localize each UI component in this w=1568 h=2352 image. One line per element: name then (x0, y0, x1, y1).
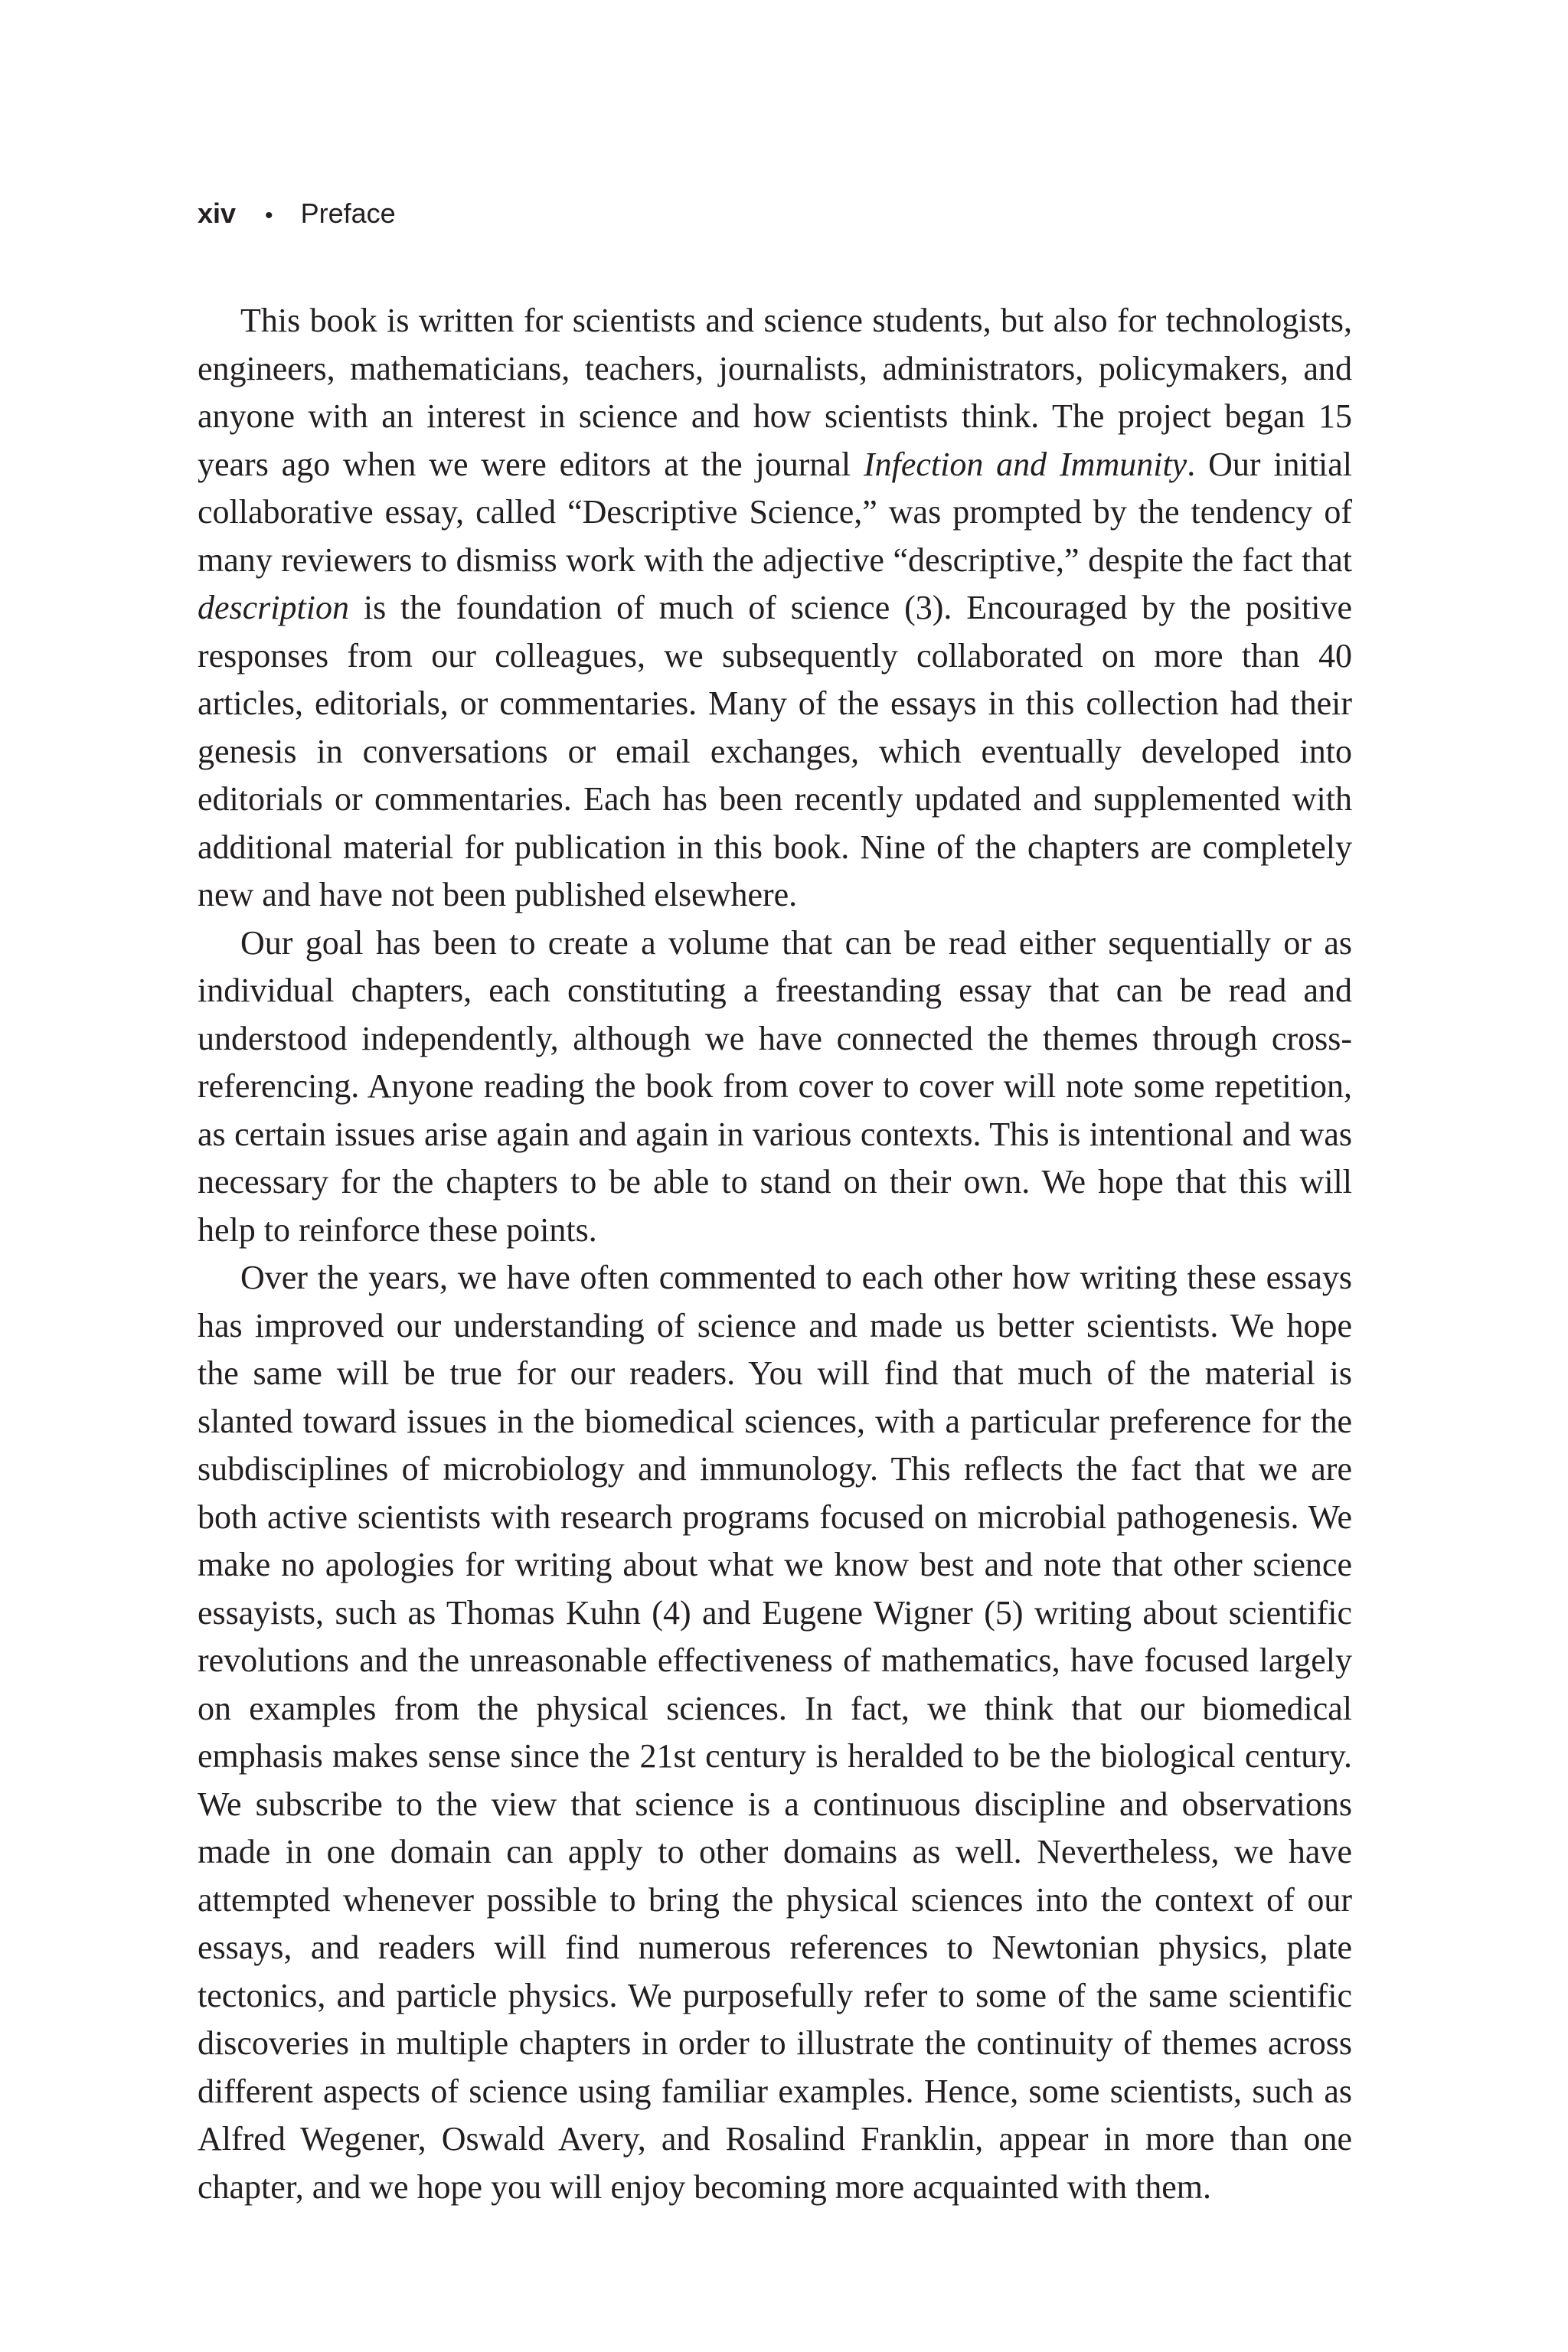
emphasized-term: description (198, 589, 349, 626)
body-text (198, 297, 1352, 2211)
journal-title: Infection and Immunity (863, 445, 1187, 483)
section-title: Preface (300, 198, 396, 229)
paragraph-text: This book is written for scientists and science students, but also for technologists, engineers, mathematicians, teachers, journalists, administrators, policymakers, and anyone with an interest in science and how scientists think. The project began 15 years ago when we were editors at the journal (198, 302, 1352, 483)
page-number: xiv (198, 198, 237, 229)
running-head (198, 196, 396, 234)
header-separator: • (265, 203, 273, 228)
paragraph-1 (198, 297, 1352, 920)
paragraph-2 (198, 920, 1352, 1255)
paragraph-text: Over the years, we have often commented to each other how writing these essays has improved our understanding of science and made us better scientists. We hope the same will be true for our readers. You will find that much of the material is slanted toward issues in the biomedical sciences, with a particular preference for the subdisciplines of microbiology and immunology. This reflects the fact that we are both active scientists with research programs focused on microbial pathogenesis. We make no apologies for writing about what we know best and note that other science essayists, such as Thomas Kuhn (4) and Eugene Wigner (5) writing about scientific revolutions and the unreasonable effectiveness of mathematics, have focused largely on examples from the physical sciences. In fact, we think that our biomedical emphasis makes sense since the 21st century is heralded to be the biological century. We subscribe to the view that science is a continuous discipline and observations made in one domain can apply to other domains as well. Nevertheless, we have attempted whenever possible to bring the physical sciences into the context of our essays, and readers will find numerous references to Newtonian physics, plate tectonics, and particle physics. We purposefully refer to some of the same scientific discoveries in multiple chapters in order to illustrate the continuity of themes across different aspects of science using familiar examples. Hence, some scientists, such as Alfred Wegener, Oswald Avery, and Rosalind Franklin, appear in more than one chapter, and we hope you will enjoy becoming more acquainted with them. (198, 1259, 1352, 2206)
paragraph-text: . Our initial collaborative essay, called “Descriptive Science,” was prompted by the tendency of many reviewers to dismiss work with the adjective “descriptive,” despite the fact that (198, 445, 1352, 579)
paragraph-text: is the foundation of much of science (3). Encouraged by the positive responses from our colleagues, we subsequently collaborated on more than 40 articles, editorials, or commentaries. Many of the essays in this collection had their genesis in conversations or email exchanges, which eventually developed into editorials or commentaries. Each has been recently updated and supplemented with additional material for publication in this book. Nine of the chapters are completely new and have not been published elsewhere. (198, 589, 1352, 913)
paragraph-3 (198, 1254, 1352, 2211)
paragraph-text: Our goal has been to create a volume that can be read either sequentially or as individual chapters, each constituting a freestanding essay that can be read and understood independently, although we have connected the themes through cross-referencing. Anyone reading the book from cover to cover will note some repetition, as certain issues arise again and again in various contexts. This is intentional and was necessary for the chapters to be able to stand on their own. We hope that this will help to reinforce these points. (198, 923, 1352, 1249)
